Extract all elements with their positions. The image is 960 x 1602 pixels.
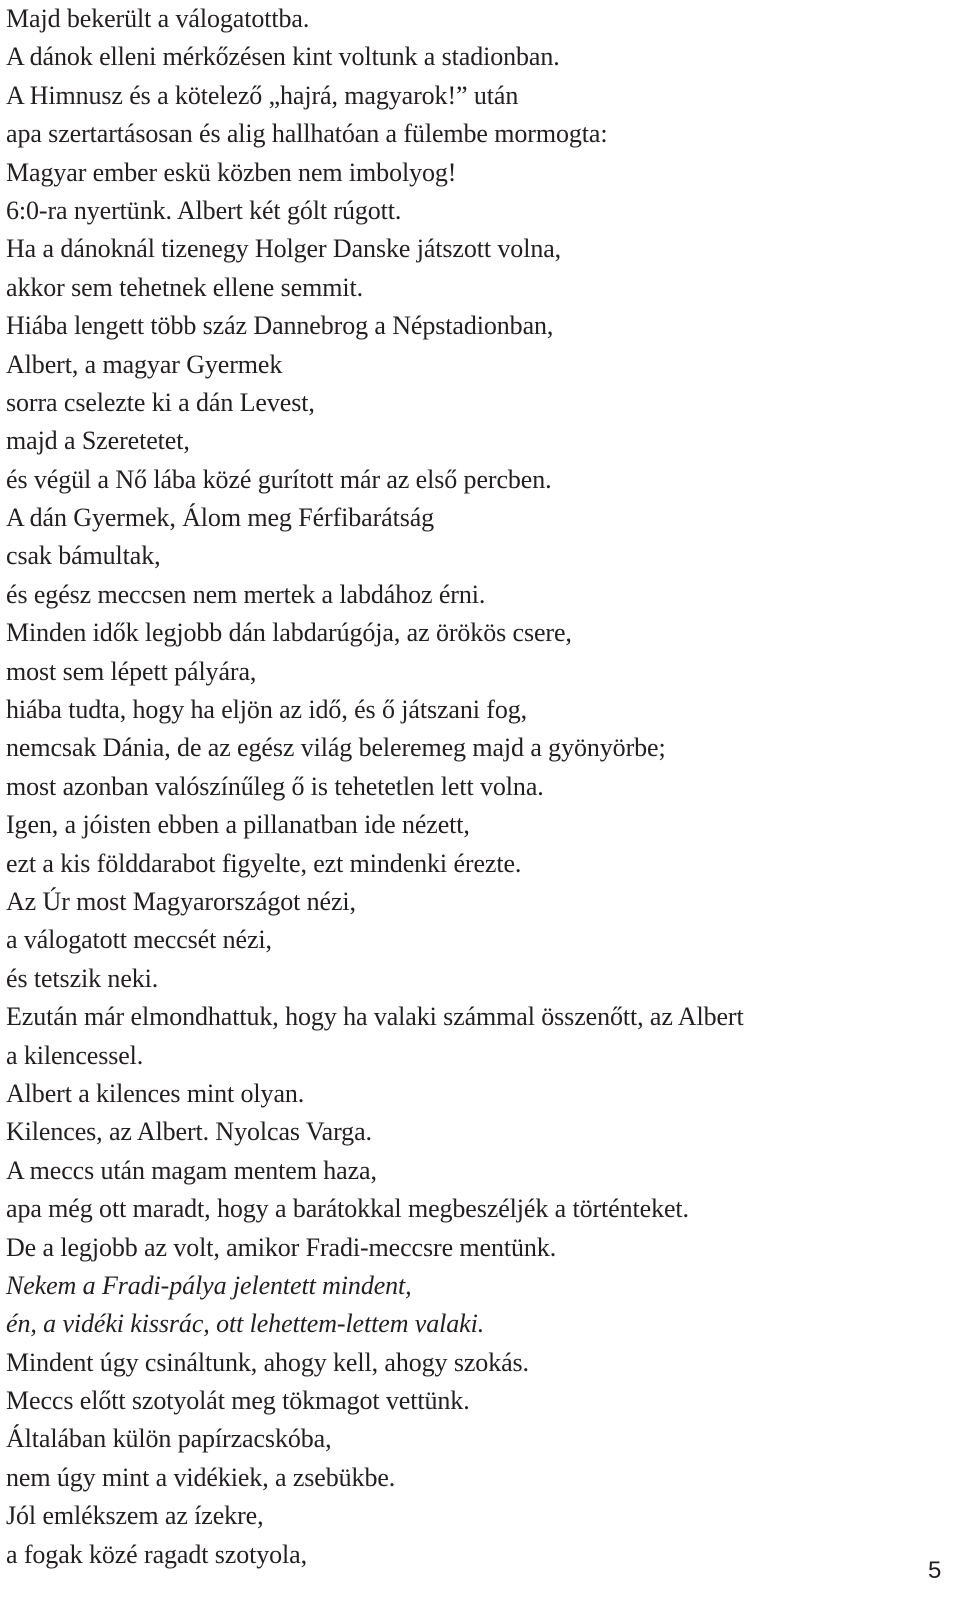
poem-line: Igen, a jóisten ebben a pillanatban ide nézett, [6, 810, 470, 840]
poem-line: majd a Szeretetet, [6, 426, 190, 456]
poem-line: 6:0-ra nyertünk. Albert két gólt rúgott. [6, 195, 402, 225]
poem-line: Az Úr most Magyarországot nézi, [6, 886, 356, 916]
poem-line: én, a vidéki kissrác, ott lehettem-lettem valaki. [6, 1309, 485, 1339]
poem-line: Albert a kilences mint olyan. [6, 1078, 305, 1108]
poem-line: Ha a dánoknál tizenegy Holger Danske játszott volna, [6, 234, 562, 264]
poem-text [6, 0, 936, 1574]
poem-line: Majd bekerült a válogatottba. [6, 4, 310, 33]
poem-line: Kilences, az Albert. Nyolcas Varga. [6, 1117, 372, 1147]
poem-line: és végül a Nő lába közé gurított már az első percben. [6, 464, 552, 494]
poem-line: Jól emlékszem az ízekre, [6, 1501, 264, 1531]
poem-line: Magyar ember eskü közben nem imbolyog! [6, 157, 457, 187]
poem-line: a fogak közé ragadt szotyola, [6, 1539, 308, 1569]
poem-line: hiába tudta, hogy ha eljön az idő, és ő játszani fog, [6, 695, 528, 725]
poem-line: Meccs előtt szotyolát meg tökmagot vettünk. [6, 1386, 470, 1416]
poem-line: Hiába lengett több száz Dannebrog a Népstadionban, [6, 311, 554, 341]
poem-line: nem úgy mint a vidékiek, a zsebükbe. [6, 1462, 396, 1492]
poem-line: nemcsak Dánia, de az egész világ beleremeg majd a gyönyörbe; [6, 733, 666, 763]
poem-line: csak bámultak, [6, 541, 161, 571]
poem-line: akkor sem tehetnek ellene semmit. [6, 272, 363, 302]
poem-line: A dán Gyermek, Álom meg Férfibarátság [6, 503, 435, 533]
poem-line: Minden idők legjobb dán labdarúgója, az örökös csere, [6, 618, 572, 648]
poem-line: ezt a kis földdarabot figyelte, ezt mindenki érezte. [6, 848, 522, 878]
poem-line: apa még ott maradt, hogy a barátokkal megbeszéljék a történteket. [6, 1194, 689, 1224]
poem-line: Nekem a Fradi-pálya jelentett mindent, [6, 1270, 412, 1300]
poem-line: A dánok elleni mérkőzésen kint voltunk a stadionban. [6, 42, 560, 72]
poem-line: apa szertartásosan és alig hallhatóan a fülembe mormogta: [6, 119, 608, 149]
page-number: 5 [928, 1557, 942, 1584]
poem-line: Albert, a magyar Gyermek [6, 349, 283, 379]
poem-line: A Himnusz és a kötelező „hajrá, magyarok!” után [6, 80, 519, 110]
poem-line: De a legjobb az volt, amikor Fradi-meccsre mentünk. [6, 1232, 557, 1262]
poem-line: sorra cselezte ki a dán Levest, [6, 387, 315, 417]
poem-line: Mindent úgy csináltunk, ahogy kell, ahogy szokás. [6, 1347, 529, 1377]
poem-line: Ezután már elmondhattuk, hogy ha valaki számmal összenőtt, az Albert [6, 1002, 744, 1032]
poem-line: most azonban valószínűleg ő is tehetetlen lett volna. [6, 771, 544, 801]
poem-line: most sem lépett pályára, [6, 656, 257, 686]
poem-line: a kilencessel. [6, 1040, 144, 1070]
poem-line: és egész meccsen nem mertek a labdához érni. [6, 579, 486, 609]
poem-line: A meccs után magam mentem haza, [6, 1155, 377, 1185]
poem-line: és tetszik neki. [6, 963, 159, 993]
poem-line: Általában külön papírzacskóba, [6, 1424, 332, 1454]
poem-line: a válogatott meccsét nézi, [6, 925, 272, 955]
